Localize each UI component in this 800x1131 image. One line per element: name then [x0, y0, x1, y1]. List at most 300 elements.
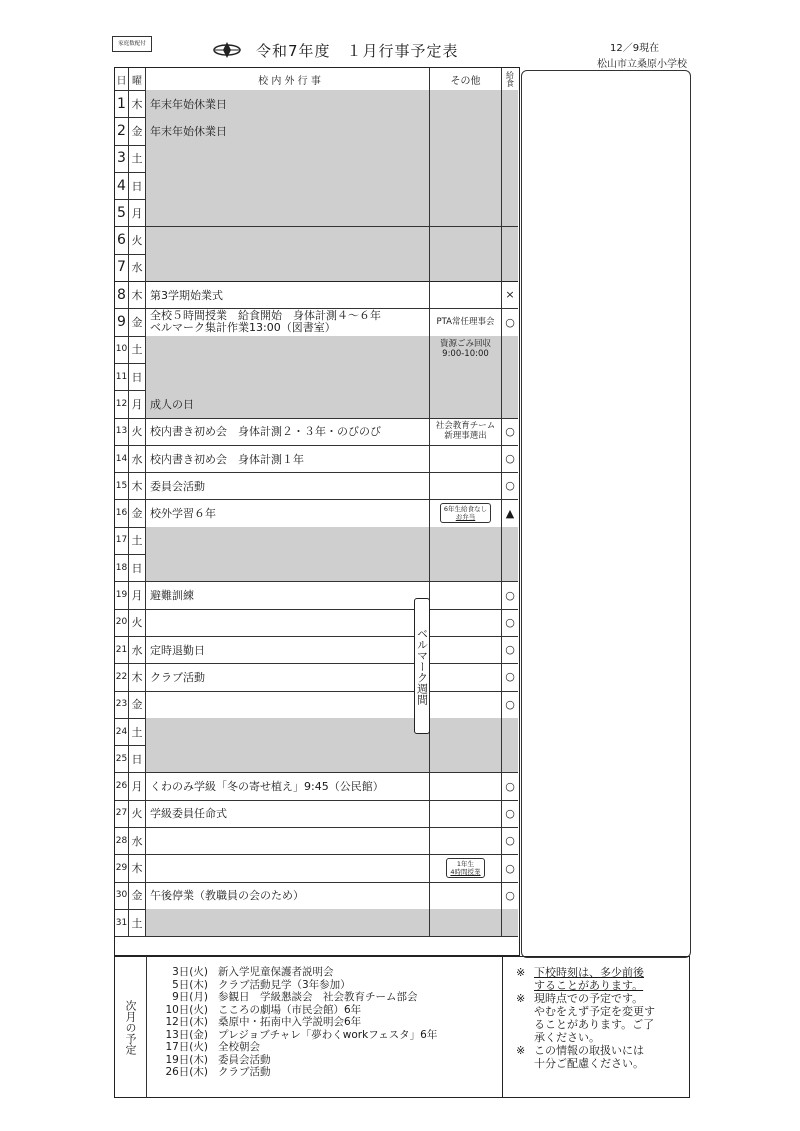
- event-cell: [146, 90, 430, 117]
- weekday: 月: [131, 397, 143, 411]
- weekday-cell: [129, 745, 146, 772]
- event-cell: [146, 745, 430, 772]
- other-cell: [430, 527, 502, 554]
- next-month-event: 全校朝会: [218, 1041, 260, 1053]
- weekday-cell: [129, 117, 146, 144]
- event-lines: [150, 310, 381, 334]
- day-number: 18: [115, 562, 128, 573]
- day-number: 8: [117, 286, 126, 303]
- school-emblem-icon: [212, 40, 242, 60]
- header-lunch: [502, 68, 518, 90]
- weekday-cell: [129, 500, 146, 527]
- header-other-text: その他: [450, 75, 481, 87]
- note-text: することがあります。: [534, 979, 644, 992]
- weekday-cell: [129, 691, 146, 718]
- event-cell: [146, 636, 430, 663]
- lunch-cell: [502, 254, 518, 281]
- weekday: 金: [131, 698, 143, 712]
- weekday-cell: [129, 636, 146, 663]
- lunch-cell: [502, 90, 518, 117]
- event-text: 年末年始休業日: [150, 124, 227, 138]
- other-cell: [430, 609, 502, 636]
- memo-box: [521, 70, 691, 958]
- weekday-cell: [129, 827, 146, 854]
- weekday: 土: [131, 534, 143, 548]
- header-day-text: 日: [116, 75, 127, 87]
- weekday: 月: [131, 206, 143, 220]
- lunch-cell: [502, 445, 518, 472]
- table-header: [115, 68, 518, 91]
- note-3: [516, 1044, 688, 1070]
- event-cell: [146, 663, 430, 690]
- table-row: [115, 500, 518, 528]
- day-number: 1: [117, 95, 126, 112]
- header-events: [146, 68, 430, 90]
- other-cell: [430, 691, 502, 718]
- event-cell: [146, 336, 430, 363]
- table-row: [115, 773, 518, 801]
- day-number: 14: [115, 453, 128, 464]
- weekday: 水: [131, 834, 143, 848]
- next-month-event: こころの劇場（市民会館）6年: [218, 1003, 362, 1016]
- lunch-cell: [502, 718, 518, 745]
- other-cell: [430, 308, 502, 335]
- event-cell: [146, 800, 430, 827]
- event-cell: [146, 199, 430, 226]
- day-number: 7: [117, 259, 126, 276]
- weekday: 日: [131, 370, 143, 384]
- weekday: 日: [131, 179, 143, 193]
- event-text: 校外学習６年: [150, 507, 216, 521]
- event-cell: [146, 718, 430, 745]
- event-cell: [146, 117, 430, 144]
- header-weekday: [129, 68, 146, 90]
- other-text: 社会教育チーム: [435, 421, 496, 432]
- note-1: [516, 966, 688, 992]
- table-row: [115, 909, 518, 937]
- table-row: [115, 527, 518, 555]
- other-cell: [430, 882, 502, 909]
- other-cell: [430, 117, 502, 144]
- day-cell: [115, 854, 129, 881]
- day-cell: [115, 827, 129, 854]
- day-number: 24: [115, 726, 128, 737]
- event-cell: [146, 554, 430, 581]
- notes: [516, 966, 688, 1070]
- lunch-cell: [502, 199, 518, 226]
- day-cell: [115, 882, 129, 909]
- weekday: 金: [131, 124, 143, 138]
- other-text: 資源ごみ回収: [439, 339, 491, 350]
- weekday: 土: [131, 152, 143, 166]
- weekday-cell: [129, 418, 146, 445]
- next-month-item: [160, 991, 437, 1004]
- weekday: 金: [131, 316, 143, 330]
- header-lunch-text: 給食: [505, 71, 515, 87]
- event-cell: [146, 145, 430, 172]
- event-text-2: ベルマーク集計作業13:00（図書室）: [150, 321, 336, 335]
- day-number: 3: [117, 150, 126, 167]
- weekday-cell: [129, 909, 146, 936]
- weekday: 火: [131, 616, 143, 630]
- header-day: [115, 68, 129, 90]
- event-text: クラブ活動: [150, 670, 205, 684]
- weekday: 水: [131, 452, 143, 466]
- day-number: 20: [115, 617, 128, 628]
- next-month-event: クラブ活動: [218, 1066, 271, 1078]
- note-mark: ※: [516, 1044, 526, 1057]
- table-row: [115, 90, 518, 118]
- table-row: [115, 363, 518, 391]
- day-cell: [115, 445, 129, 472]
- table-row: [115, 800, 518, 828]
- other-cell: [430, 472, 502, 499]
- day-number: 5: [117, 204, 126, 221]
- day-number: 10: [115, 344, 128, 355]
- weekday-cell: [129, 390, 146, 417]
- lunch-cell: [502, 308, 518, 335]
- lunch-mark: ○: [505, 643, 515, 657]
- event-cell: [146, 172, 430, 199]
- next-month-event: 新入学児童保護者説明会: [218, 966, 334, 978]
- lunch-cell: [502, 663, 518, 690]
- lunch-cell: [502, 336, 518, 363]
- weekday-cell: [129, 445, 146, 472]
- event-cell: [146, 281, 430, 308]
- weekday-cell: [129, 145, 146, 172]
- day-number: 23: [115, 699, 128, 710]
- lunch-cell: [502, 691, 518, 718]
- event-text: 年末年始休業日: [150, 97, 227, 111]
- lunch-cell: [502, 281, 518, 308]
- lunch-cell: [502, 745, 518, 772]
- day-cell: [115, 199, 129, 226]
- day-cell: [115, 554, 129, 581]
- other-cell: [430, 172, 502, 199]
- day-number: 17: [115, 535, 128, 546]
- lunch-cell: [502, 390, 518, 417]
- event-cell: [146, 390, 430, 417]
- table-row: [115, 882, 518, 910]
- note-text: 現時点での予定です。: [534, 992, 644, 1005]
- distribution-stamp: 家庭数配付: [112, 36, 152, 52]
- lunch-mark: ○: [505, 452, 515, 466]
- table-row: [115, 581, 518, 609]
- day-number: 9: [117, 314, 126, 331]
- other-cell: [430, 390, 502, 417]
- table-row: [115, 254, 518, 282]
- note-text: 十分ご配慮ください。: [534, 1057, 644, 1070]
- day-cell: [115, 254, 129, 281]
- lunch-mark: ○: [505, 670, 515, 684]
- header-events-text: 校 内 外 行 事: [258, 75, 321, 87]
- day-cell: [115, 527, 129, 554]
- event-cell: [146, 500, 430, 527]
- other-text-2: 9:00-10:00: [442, 349, 489, 360]
- lunch-cell: [502, 909, 518, 936]
- event-text: 定時退勤日: [150, 643, 205, 657]
- day-number: 12: [115, 398, 128, 409]
- other-text: PTA常任理事会: [436, 317, 495, 328]
- weekday-cell: [129, 254, 146, 281]
- note-text: ることがあります。ご了: [534, 1018, 655, 1031]
- lunch-mark: ▲: [505, 506, 515, 520]
- lunch-mark: ○: [505, 315, 515, 329]
- day-cell: [115, 909, 129, 936]
- lunch-cell: [502, 609, 518, 636]
- event-text: 全校５時間授業 給食開始 身体計測４～６年: [150, 309, 381, 323]
- weekday: 土: [131, 916, 143, 930]
- day-cell: [115, 472, 129, 499]
- table-row: [115, 827, 518, 855]
- day-cell: [115, 117, 129, 144]
- other-cell: [430, 718, 502, 745]
- lunch-mark: ○: [505, 806, 515, 820]
- table-row: [115, 445, 518, 473]
- weekday: 日: [131, 561, 143, 575]
- other-cell: [430, 336, 502, 363]
- other-cell: [430, 854, 502, 881]
- note-mark: ※: [516, 966, 526, 979]
- weekday-cell: [129, 172, 146, 199]
- next-month-item: [160, 1066, 437, 1079]
- table-row: [115, 336, 518, 364]
- next-month-date: 26日(木): [165, 1066, 208, 1078]
- weekday: 木: [131, 288, 143, 302]
- day-cell: [115, 281, 129, 308]
- weekday: 火: [131, 425, 143, 439]
- next-month-date: 13日(金): [165, 1028, 208, 1041]
- next-month-item: [160, 1029, 437, 1042]
- event-text: くわのみ学級「冬の寄せ植え」9:45（公民館）: [150, 780, 384, 794]
- event-cell: [146, 308, 430, 335]
- page-title: 令和7年度 １月行事予定表: [256, 42, 459, 60]
- day-cell: [115, 800, 129, 827]
- lunch-cell: [502, 882, 518, 909]
- day-number: 29: [115, 863, 128, 874]
- note-text: やむをえず予定を変更す: [534, 1005, 655, 1018]
- other-text: 6年生給食なし: [443, 505, 488, 514]
- weekday-cell: [129, 199, 146, 226]
- table-row: [115, 390, 518, 418]
- table-row: [115, 718, 518, 746]
- weekday: 土: [131, 343, 143, 357]
- other-cell: [430, 254, 502, 281]
- table-row: [115, 636, 518, 664]
- other-cell: [430, 90, 502, 117]
- day-cell: [115, 773, 129, 800]
- weekday: 金: [131, 507, 143, 521]
- weekday-cell: [129, 281, 146, 308]
- next-month-date: 10日(火): [165, 1003, 208, 1016]
- next-month-event: プレジョブチャレ「夢わくworkフェスタ」6年: [218, 1028, 438, 1041]
- table-row: [115, 854, 518, 882]
- table-row: [115, 554, 518, 582]
- header-other: [430, 68, 502, 90]
- day-number: 2: [117, 122, 126, 139]
- day-cell: [115, 336, 129, 363]
- weekday-cell: [129, 854, 146, 881]
- event-text: 校内書き初め会 身体計測２・３年・のびのび: [150, 425, 381, 439]
- next-month-item: [160, 1041, 437, 1054]
- weekday-cell: [129, 800, 146, 827]
- day-cell: [115, 308, 129, 335]
- event-cell: [146, 827, 430, 854]
- day-cell: [115, 172, 129, 199]
- weekday: 木: [131, 479, 143, 493]
- day-number: 4: [117, 177, 126, 194]
- lunch-cell: [502, 636, 518, 663]
- other-cell: [430, 145, 502, 172]
- other-cell: [430, 418, 502, 445]
- other-cell: [430, 636, 502, 663]
- table-row: [115, 281, 518, 309]
- next-month-event: 参観日 学級懇談会 社会教育チーム部会: [218, 991, 418, 1003]
- day-cell: [115, 500, 129, 527]
- table-row: [115, 145, 518, 173]
- lunch-mark: ○: [505, 615, 515, 629]
- weekday-cell: [129, 718, 146, 745]
- weekday-cell: [129, 773, 146, 800]
- next-month-item: [160, 966, 437, 979]
- next-month-item: [160, 1054, 437, 1067]
- day-number: 25: [115, 753, 128, 764]
- table-row: [115, 609, 518, 637]
- other-cell: [430, 363, 502, 390]
- next-month-item: [160, 979, 437, 992]
- other-cell: [430, 827, 502, 854]
- lunch-cell: [502, 145, 518, 172]
- weekday: 日: [131, 752, 143, 766]
- table-row: [115, 663, 518, 691]
- event-cell: [146, 909, 430, 936]
- other-cell: [430, 663, 502, 690]
- weekday-cell: [129, 472, 146, 499]
- table-row: [115, 745, 518, 773]
- note-text: 下校時刻は、多少前後: [534, 966, 644, 979]
- weekday: 月: [131, 780, 143, 794]
- weekday-cell: [129, 527, 146, 554]
- event-cell: [146, 254, 430, 281]
- lunch-cell: [502, 363, 518, 390]
- lunch-cell: [502, 472, 518, 499]
- day-number: 22: [115, 671, 128, 682]
- lunch-mark: ○: [505, 697, 515, 711]
- lunch-cell: [502, 500, 518, 527]
- weekday-cell: [129, 609, 146, 636]
- next-month-date: 5日(木): [172, 978, 208, 991]
- lunch-cell: [502, 800, 518, 827]
- other-cell: [430, 773, 502, 800]
- other-cell: [430, 199, 502, 226]
- event-text: 学級委員任命式: [150, 807, 227, 821]
- weekday-cell: [129, 581, 146, 608]
- other-lines: [440, 339, 491, 359]
- weekday-cell: [129, 554, 146, 581]
- event-text: 成人の日: [150, 397, 194, 411]
- lunch-mark: ×: [505, 288, 515, 302]
- event-cell: [146, 418, 430, 445]
- other-cell: [430, 281, 502, 308]
- day-number: 31: [115, 917, 128, 928]
- lunch-cell: [502, 773, 518, 800]
- other-cell: [430, 554, 502, 581]
- lunch-cell: [502, 172, 518, 199]
- school-name: 松山市立桑原小学校: [597, 59, 687, 70]
- next-month-event: 委員会活動: [218, 1053, 271, 1066]
- weekday: 火: [131, 234, 143, 248]
- day-cell: [115, 418, 129, 445]
- next-month-date: 12日(木): [165, 1016, 208, 1028]
- weekday: 木: [131, 862, 143, 876]
- day-cell: [115, 90, 129, 117]
- day-cell: [115, 609, 129, 636]
- lunch-cell: [502, 581, 518, 608]
- event-cell: [146, 363, 430, 390]
- other-cell: [430, 445, 502, 472]
- lunch-cell: [502, 554, 518, 581]
- day-number: 6: [117, 232, 126, 249]
- event-text: 第3学期始業式: [150, 288, 223, 302]
- day-number: 30: [115, 890, 128, 901]
- bellmark-week-label: ベルマーク週間: [414, 598, 430, 734]
- day-cell: [115, 363, 129, 390]
- next-month-event: クラブ活動見学（3年参加）: [218, 978, 351, 991]
- day-cell: [115, 227, 129, 254]
- lunch-mark: ○: [505, 861, 515, 875]
- next-month-date: 3日(火): [172, 966, 208, 978]
- lunch-mark: ○: [505, 424, 515, 438]
- day-number: 19: [115, 590, 128, 601]
- weekday-cell: [129, 363, 146, 390]
- day-number: 13: [115, 426, 128, 437]
- next-month-label: 次月の予定: [114, 956, 147, 1098]
- lunch-cell: [502, 827, 518, 854]
- table-row: [115, 117, 518, 145]
- lunch-cell: [502, 227, 518, 254]
- lunch-mark: ○: [505, 888, 515, 902]
- weekday-cell: [129, 336, 146, 363]
- event-cell: [146, 445, 430, 472]
- event-cell: [146, 527, 430, 554]
- day-number: 16: [115, 508, 128, 519]
- other-lines: [436, 421, 496, 441]
- day-number: 28: [115, 835, 128, 846]
- weekday-cell: [129, 308, 146, 335]
- day-number: 27: [115, 808, 128, 819]
- weekday: 火: [131, 807, 143, 821]
- weekday: 水: [131, 643, 143, 657]
- lunch-cell: [502, 117, 518, 144]
- event-text: 午後停業（教職員の会のため）: [150, 889, 304, 903]
- day-cell: [115, 390, 129, 417]
- day-cell: [115, 581, 129, 608]
- weekday: 金: [131, 889, 143, 903]
- weekday: 水: [131, 261, 143, 275]
- note-text: この情報の取扱いには: [534, 1044, 644, 1057]
- weekday: 月: [131, 589, 143, 603]
- as-of-date: 12／9現在: [610, 43, 660, 54]
- table-row: [115, 172, 518, 200]
- day-number: 15: [115, 480, 128, 491]
- other-cell: [430, 745, 502, 772]
- other-cell: [430, 227, 502, 254]
- event-cell: [146, 773, 430, 800]
- next-month-item: [160, 1004, 437, 1017]
- event-text: 委員会活動: [150, 479, 205, 493]
- lunch-mark: ○: [505, 779, 515, 793]
- day-cell: [115, 145, 129, 172]
